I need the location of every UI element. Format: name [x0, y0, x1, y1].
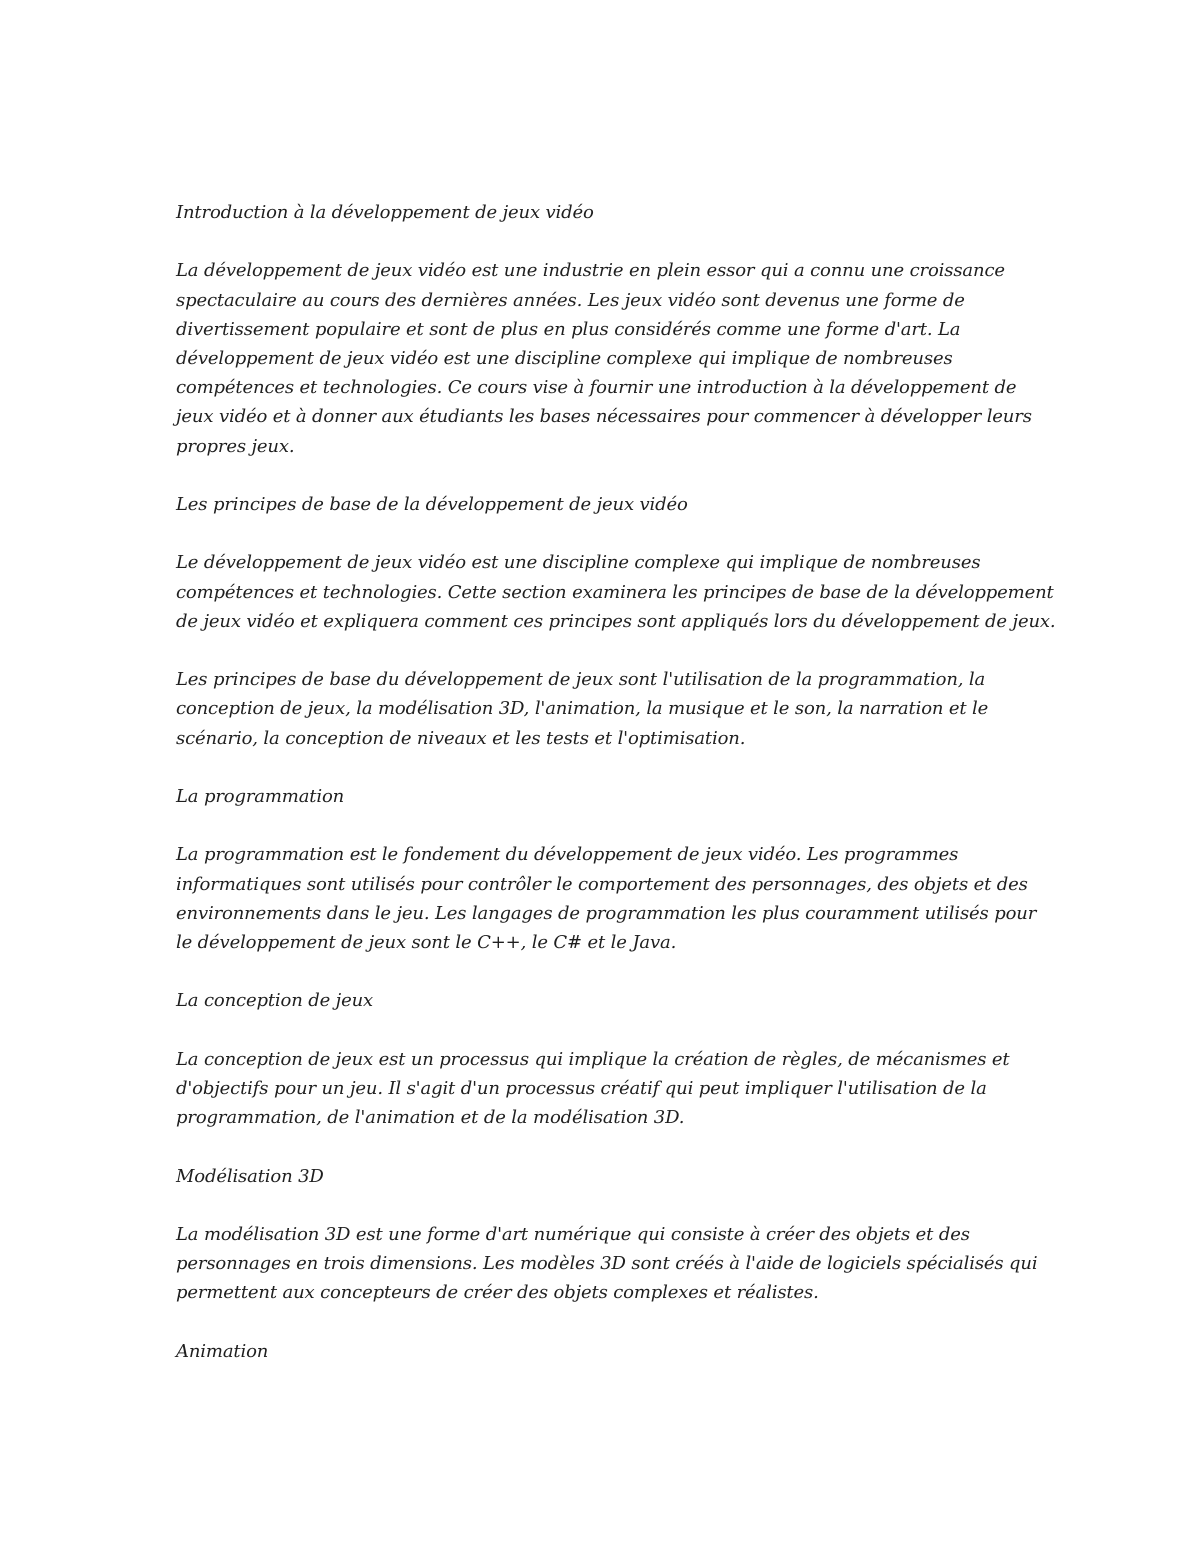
document-body — [176, 198, 1056, 1395]
section-heading: La conception de jeux — [176, 990, 374, 1012]
paragraph: La modélisation 3D est une forme d'art numérique qui consiste à créer des objets et des personnages en trois dimensions. Les modèles 3D sont créés à l'aide de logiciels spécialisés qui permettent aux concepteurs de créer des objets complexes et réalistes. — [176, 1223, 1038, 1304]
section-heading: Animation — [176, 1340, 269, 1362]
section-heading: La programmation — [176, 785, 345, 807]
section-heading: Introduction à la développement de jeux vidéo — [176, 202, 594, 223]
paragraph: Les principes de base du développement de jeux sont l'utilisation de la programmation, la conception de jeux, la modélisation 3D, l'animation, la musique et le son, la narration et le scénario, la conception de niveaux et les tests et l'optimisation. — [176, 669, 989, 749]
paragraph: La développement de jeux vidéo est une industrie en plein essor qui a connu une croissance spectaculaire au cours des dernières années. Les jeux vidéo sont devenus une forme de divertissement populaire et sont de plus en plus considérés comme une forme d'art. La développement de jeux vidéo est une discipline complexe qui implique de nombreuses compétences et technologies. Ce cours vise à fournir une introduction à la développement de jeux vidéo et à donner aux étudiants les bases nécessaires pour commencer à développer leurs propres jeux. — [176, 260, 1032, 457]
paragraph: La programmation est le fondement du développement de jeux vidéo. Les programmes informatiques sont utilisés pour contrôler le comportement des personnages, des objets et des environnements dans le jeu. Les langages de programmation les plus couramment utilisés pour le développement de jeux sont le C++, le C# et le Java. — [176, 844, 1037, 953]
paragraph: La conception de jeux est un processus qui implique la création de règles, de mécanismes et d'objectifs pour un jeu. Il s'agit d'un processus créatif qui peut impliquer l'utilisation de la programmation, de l'animation et de la modélisation 3D. — [176, 1048, 1010, 1129]
section-heading: Modélisation 3D — [176, 1165, 324, 1187]
paragraph: Le développement de jeux vidéo est une discipline complexe qui implique de nombreuses compétences et technologies. Cette section examinera les principes de base de la développement de jeux vidéo et expliquera comment ces principes sont appliqués lors du développement de jeux. — [176, 552, 1056, 632]
section-heading: Les principes de base de la développement de jeux vidéo — [176, 494, 688, 515]
